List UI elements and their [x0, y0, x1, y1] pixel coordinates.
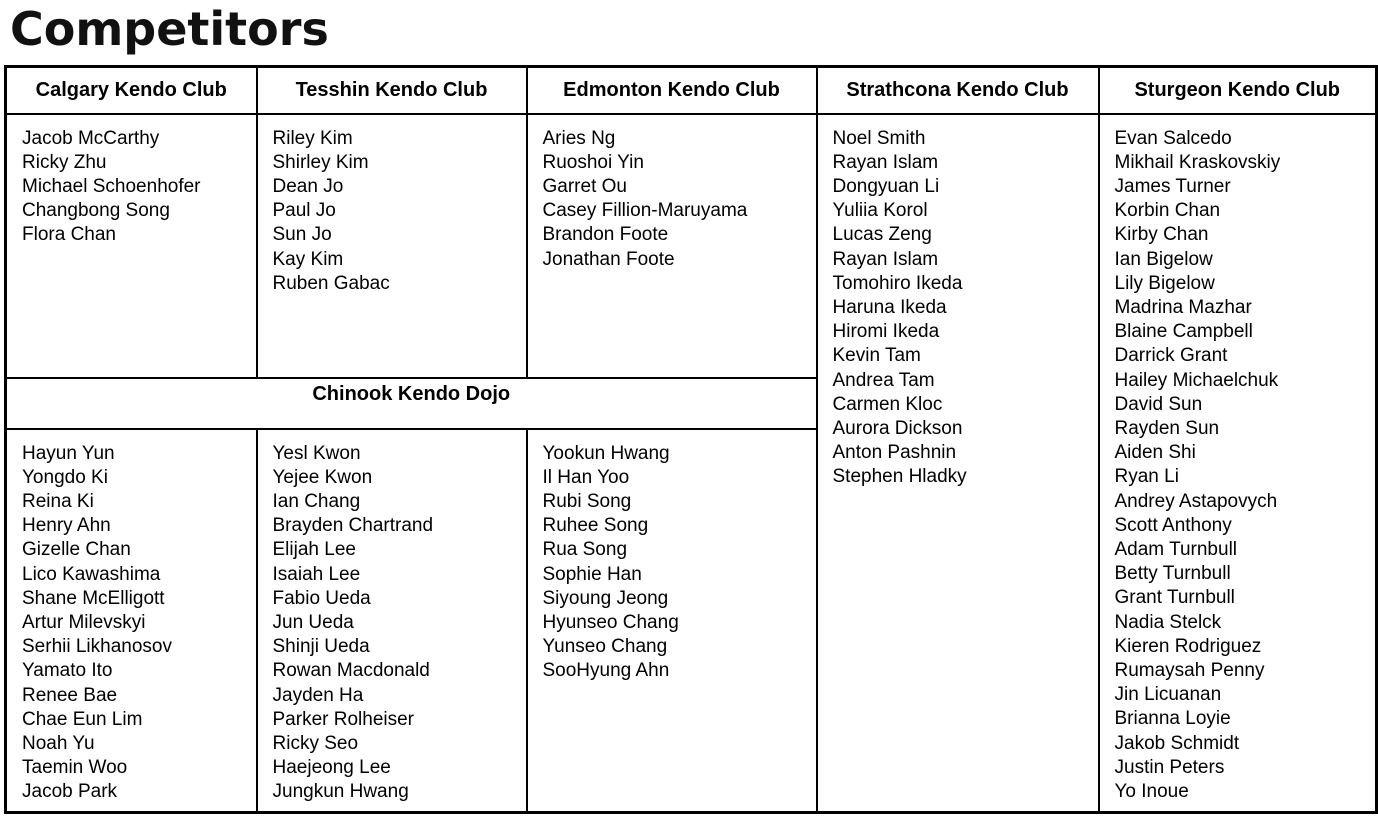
member-name: Hyunseo Chang: [542, 612, 679, 634]
member-name: Hailey Michaelchuk: [1114, 369, 1279, 391]
member-name: Scott Anthony: [1114, 514, 1232, 536]
member-name: Anton Pashnin: [832, 442, 957, 464]
member-name: Jakob Schmidt: [1114, 732, 1240, 754]
member-name: Noah Yu: [22, 733, 95, 755]
member-name: Yookun Hwang: [542, 442, 670, 464]
member-name: Jacob Park: [22, 781, 118, 803]
section-header-chinook: Chinook Kendo Dojo: [6, 378, 817, 429]
club-header-calgary: Calgary Kendo Club: [6, 66, 257, 114]
member-name: Chae Eun Lim: [22, 708, 143, 730]
member-name: Andrey Astapovych: [1114, 490, 1278, 512]
member-name: Hayun Yun: [22, 442, 115, 464]
member-name: Kay Kim: [272, 248, 344, 270]
member-name: Rayan Islam: [832, 151, 939, 173]
member-name: Adam Turnbull: [1114, 539, 1238, 561]
member-name: Lucas Zeng: [832, 224, 932, 246]
member-name: Jun Ueda: [272, 612, 354, 634]
member-name: Isaiah Lee: [272, 563, 361, 585]
member-name: Haruna Ikeda: [832, 297, 947, 319]
member-name: Changbong Song: [22, 200, 170, 222]
member-list-strathcona: [817, 114, 1099, 813]
member-name: Jungkun Hwang: [272, 781, 409, 803]
member-name: Michael Schoenhofer: [22, 176, 201, 197]
member-name: Reina Ki: [22, 491, 94, 512]
member-name: Jin Licuanan: [1114, 684, 1222, 706]
member-name: Parker Rolheiser: [272, 708, 414, 730]
member-name: Casey Fillion-Maruyama: [542, 200, 748, 222]
member-name: Blaine Campbell: [1114, 321, 1253, 343]
member-name: Jonathan Foote: [542, 248, 675, 270]
member-name: Ian Chang: [272, 491, 361, 512]
chinook-member-list-1: [6, 429, 257, 813]
member-name: Dean Jo: [272, 176, 344, 197]
member-name: Rua Song: [542, 539, 628, 561]
member-name: Henry Ahn: [22, 515, 111, 537]
member-name: Yo Inoue: [1114, 781, 1189, 803]
member-name: SooHyung Ahn: [542, 660, 670, 682]
member-name: Nadia Stelck: [1114, 611, 1222, 633]
member-name: Ricky Zhu: [22, 151, 107, 173]
member-name: Sun Jo: [272, 224, 332, 246]
member-name: Ricky Seo: [272, 733, 359, 755]
member-name: Garret Ou: [542, 176, 627, 197]
competitors-table: [4, 65, 1378, 814]
member-name: Shirley Kim: [272, 151, 369, 173]
member-list-sturgeon: [1099, 114, 1377, 813]
member-name: Yamato Ito: [22, 660, 113, 682]
member-name: David Sun: [1114, 393, 1203, 415]
member-name: Lily Bigelow: [1114, 272, 1215, 294]
member-name: Rayden Sun: [1114, 418, 1220, 440]
member-name: Korbin Chan: [1114, 200, 1221, 222]
member-name: Siyoung Jeong: [542, 587, 669, 609]
member-name: Hiromi Ikeda: [832, 321, 940, 343]
top-member-row: [6, 114, 1377, 378]
member-name: Madrina Mazhar: [1114, 297, 1252, 319]
member-name: Shinji Ueda: [272, 636, 370, 658]
member-name: Rowan Macdonald: [272, 660, 430, 682]
member-name: Evan Salcedo: [1114, 127, 1232, 149]
member-list-tesshin: [257, 114, 527, 378]
member-name: Rayan Islam: [832, 248, 939, 270]
member-name: Yongdo Ki: [22, 466, 108, 488]
member-name: Ian Bigelow: [1114, 248, 1213, 270]
member-name: Grant Turnbull: [1114, 587, 1235, 609]
member-name: Andrea Tam: [832, 369, 935, 391]
member-name: Dongyuan Li: [832, 176, 940, 197]
member-name: Tomohiro Ikeda: [832, 272, 963, 294]
member-list-calgary: [6, 114, 257, 378]
member-name: Riley Kim: [272, 127, 353, 149]
member-name: James Turner: [1114, 176, 1231, 197]
club-header-sturgeon: Sturgeon Kendo Club: [1099, 66, 1377, 114]
member-name: Ruoshoi Yin: [542, 151, 644, 173]
member-name: Brayden Chartrand: [272, 515, 434, 537]
member-name: Yunseo Chang: [542, 636, 668, 658]
member-list-edmonton: [527, 114, 817, 378]
member-name: Jacob McCarthy: [22, 127, 160, 149]
member-name: Darrick Grant: [1114, 345, 1228, 367]
member-name: Yesl Kwon: [272, 442, 361, 464]
chinook-member-list-2: [257, 429, 527, 813]
member-name: Justin Peters: [1114, 756, 1225, 778]
member-name: Ruhee Song: [542, 515, 649, 537]
member-name: Sophie Han: [542, 563, 642, 585]
member-name: Fabio Ueda: [272, 587, 371, 609]
club-header-strathcona: Strathcona Kendo Club: [817, 66, 1099, 114]
member-name: Flora Chan: [22, 224, 116, 246]
club-header-row: [6, 66, 1377, 114]
member-name: Ryan Li: [1114, 466, 1179, 488]
member-name: Mikhail Kraskovskiy: [1114, 151, 1281, 173]
member-name: Rumaysah Penny: [1114, 660, 1265, 682]
member-name: Betty Turnbull: [1114, 563, 1231, 585]
member-name: Brianna Loyie: [1114, 708, 1231, 730]
member-name: Artur Milevskyi: [22, 612, 146, 634]
member-name: Aiden Shi: [1114, 442, 1196, 464]
member-name: Kirby Chan: [1114, 224, 1209, 246]
member-name: Aries Ng: [542, 127, 616, 149]
member-name: Yuliia Korol: [832, 200, 928, 222]
club-header-edmonton: Edmonton Kendo Club: [527, 66, 817, 114]
member-name: Carmen Kloc: [832, 393, 943, 415]
member-name: Noel Smith: [832, 127, 926, 149]
chinook-member-list-3: [527, 429, 817, 813]
member-name: Gizelle Chan: [22, 539, 131, 561]
member-name: Yejee Kwon: [272, 466, 373, 488]
member-name: Taemin Woo: [22, 757, 128, 779]
member-name: Jayden Ha: [272, 684, 364, 706]
member-name: Kieren Rodriguez: [1114, 635, 1262, 657]
member-name: Aurora Dickson: [832, 418, 963, 440]
member-name: Renee Bae: [22, 684, 118, 706]
member-name: Il Han Yoo: [542, 466, 630, 488]
club-header-tesshin: Tesshin Kendo Club: [257, 66, 527, 114]
member-name: Serhii Likhanosov: [22, 636, 172, 658]
member-name: Stephen Hladky: [832, 466, 967, 488]
member-name: Paul Jo: [272, 200, 336, 222]
member-name: Lico Kawashima: [22, 563, 161, 585]
member-name: Rubi Song: [542, 491, 632, 512]
member-name: Ruben Gabac: [272, 272, 390, 294]
member-name: Brandon Foote: [542, 224, 669, 246]
member-name: Elijah Lee: [272, 539, 356, 561]
member-name: Kevin Tam: [832, 345, 921, 367]
member-name: Haejeong Lee: [272, 757, 391, 779]
page-title: Competitors: [10, 2, 329, 56]
member-name: Shane McElligott: [22, 587, 165, 609]
